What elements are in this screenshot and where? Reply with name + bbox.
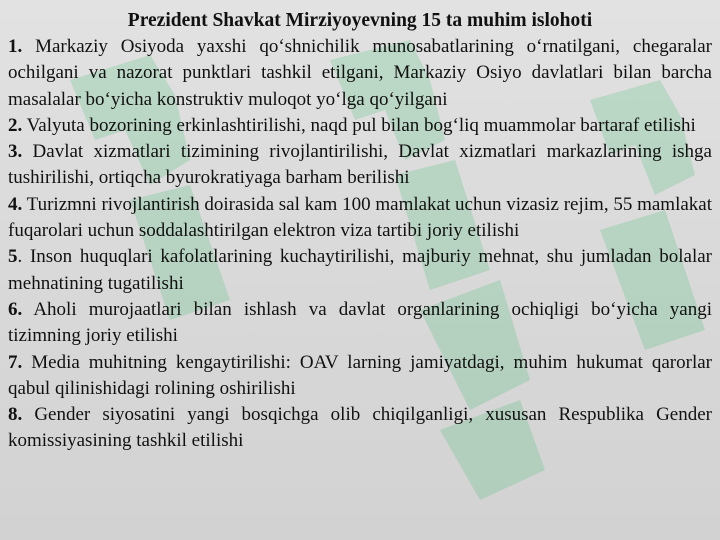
item-number: 2.	[8, 114, 23, 136]
list-item	[8, 350, 712, 403]
item-text: Turizmni rivojlantirish doirasida sal kam 100 mamlakat uchun vizasiz rejim, 55 mamlakat fuqarolari uchun soddalashtirilgan elektron viza tartibi joriy etilishi	[8, 193, 712, 242]
item-text: Valyuta bozorining erkinlashtirilishi, naqd pul bilan bog‘liq muammolar bartaraf etilishi	[22, 114, 696, 136]
list-item	[8, 34, 712, 113]
item-text: . Inson huquqlari kafolatlarining kuchaytirilishi, majburiy mehnat, shu jumladan bolalar mehnatining tugatilishi	[8, 246, 712, 294]
list-item	[8, 192, 712, 245]
list-item	[8, 139, 712, 192]
item-number: 8.	[8, 404, 23, 426]
item-number: 4.	[8, 193, 23, 215]
item-number: 3.	[8, 141, 23, 163]
list-item	[8, 402, 712, 455]
item-text: Davlat xizmatlari tizimining rivojlantirilishi, Davlat xizmatlari markazlarining ishga tushirilishi, ortiqcha byurokratiyaga barham berilishi	[8, 141, 712, 189]
list-item	[8, 297, 712, 350]
item-text: Markaziy Osiyoda yaxshi qo‘shnichilik munosabatlarining o‘rnatilgani, chegaralar ochilgani va nazorat punktlari tashkil etilgani, Markaziy Osiyo davlatlari bilan barcha masalalar bo‘yicha konstruktiv muloqot yo‘lga qo‘yilgani	[8, 36, 712, 110]
list-item	[8, 244, 712, 297]
item-number: 7.	[8, 351, 23, 373]
item-text: Media muhitning kengaytirilishi: OAV larning jamiyatdagi, muhim hukumat qarorlar qabul qilinishidagi rolining oshirilishi	[8, 351, 712, 399]
item-text: Gender siyosatini yangi bosqichga olib chiqilganligi, xususan Respublika Gender komissiyasining tashkil etilishi	[8, 404, 712, 452]
list-item	[8, 113, 712, 139]
document-body	[8, 8, 712, 455]
item-number: 6.	[8, 298, 23, 320]
item-text: Aholi murojaatlari bilan ishlash va davlat organlarining ochiqligi bo‘yicha yangi tizimning joriy etilishi	[8, 298, 712, 347]
item-number: 5	[8, 246, 18, 268]
item-number: 1.	[8, 36, 23, 57]
page-title: Prezident Shavkat Mirziyoyevning 15 ta muhim islohoti	[127, 10, 593, 31]
